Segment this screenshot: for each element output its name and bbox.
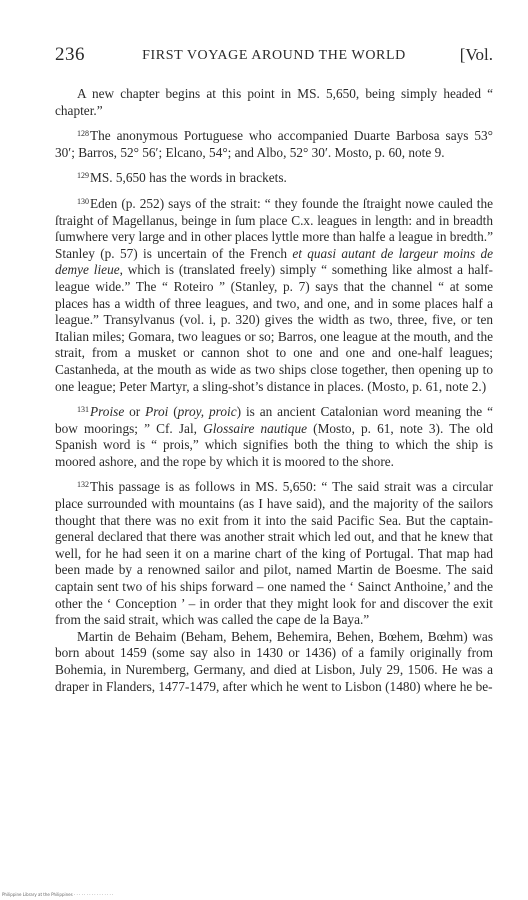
italic-text: et quasi autant de largeur moins de demye lieue xyxy=(55,245,494,278)
scan-footer: Philippine Library at the Philippines · · · · · · · · · · · · · · · · xyxy=(2,892,114,897)
footnotes-body xyxy=(55,86,493,704)
footnote-129 xyxy=(55,170,493,187)
text-run: Martin de Behaim (Beham, Behem, Behemira, Behen, Bœhem, Bœhm) was born about 1459 (some say also in 1430 or 1436) of a family originally from Bohemia, in Nuremberg, Germany, and died at Lisbon, July 29, 1506. He was a draper in Flanders, 1477-1479, after which he went to Lisbon (1480) where he be- xyxy=(55,628,493,694)
page-number: 236 xyxy=(55,44,85,65)
running-header xyxy=(55,44,493,68)
footnote-131 xyxy=(55,404,493,470)
footnote-130 xyxy=(55,196,493,395)
text-run: ) is an ancient Catalonian word meaning the “ bow moorings; ” Cf. Jal, xyxy=(55,404,493,436)
italic-text: Glossaire nautique xyxy=(203,420,308,436)
paragraph xyxy=(55,629,493,695)
text-run: or xyxy=(124,404,146,420)
italic-text: Proise xyxy=(90,404,125,420)
footnote-132 xyxy=(55,479,493,628)
footnote-number: 128 xyxy=(77,129,89,139)
volume-mark: [Vol. xyxy=(459,45,493,64)
text-run: The anonymous Portuguese who accompanied Duarte Barbosa says 53° 30′; Barros, 52° 56′; Elcano, 54°; and Albo, 52° 30′. Mosto, p. 60, note 9. xyxy=(55,128,493,160)
italic-text: proy, proic xyxy=(177,404,237,420)
running-title: FIRST VOYAGE AROUND THE WORLD xyxy=(142,48,406,63)
text-run: (Mosto, p. 61, note 3). The old Spanish word is “ prois,” which signifies both the thing to which the ship is moored ashore, and the rope by which it is moored to the shore. xyxy=(55,420,493,469)
text-run: A new chapter begins at this point in MS. 5,650, being simply headed “ chapter.” xyxy=(55,86,493,118)
text-run: Eden (p. 252) says of the strait: “ they founde the ſtraight nowe cauled the ſtraight of Magellanus, beinge in ſum place C.x. leagues in length: and in breadth ſumwhere very large and in other places lyttle more than halfe a league in bredth.” Stanley (p. 57) is uncertain of the French xyxy=(55,195,494,261)
footnote-128 xyxy=(55,128,493,161)
text-run: MS. 5,650 has the words in brackets. xyxy=(90,170,287,186)
italic-text: Proi xyxy=(145,404,169,420)
footnote-number: 129 xyxy=(77,171,89,181)
footnote-number: 132 xyxy=(77,480,89,490)
text-run: This passage is as follows in MS. 5,650: “ The said strait was a circular place surrounded with mountains (as I have said), and the majority of the sailors thought that there was no exit from it into the said Pacific Sea. But the captain-general declared that there was another strait which led out, and that he knew that well, for he had seen it on a marine chart of the king of Portugal. That map had been made by a renowned sailor and pilot, named Martin de Boesme. The said captain sent two of his ships forward – one named the ‘ Sainct Anthoine,’ and the other the ‘ Conception ’ – in order that they might look for and discover the exit from the said strait, which was called the cape de la Baya.” xyxy=(55,479,493,628)
text-run: , which is (translated freely) simply “ something like almost a half-league wide.” The “ Roteiro ” (Stanley, p. 7) says that the channel “ at some places has a width of three leagues, and two, and one, and in some places half a league.” Transylvanus (vol. i, p. 320) gives the width as two, three, five, or ten Italian miles; Gomara, two leagues or so; Barros, one league at the mouth, and the strait, from a musket or cannon shot to one and one and one-half leagues; Castanheda, at the mouth as wide as two ships close together, then opening up to one league; Peter Martyr, a sling-shot’s distance in places. (Mosto, p. 61, note 2.) xyxy=(55,262,493,394)
text-run: ( xyxy=(168,404,178,420)
paragraph xyxy=(55,86,493,119)
footnote-number: 131 xyxy=(77,405,89,415)
footnote-number: 130 xyxy=(77,196,89,206)
